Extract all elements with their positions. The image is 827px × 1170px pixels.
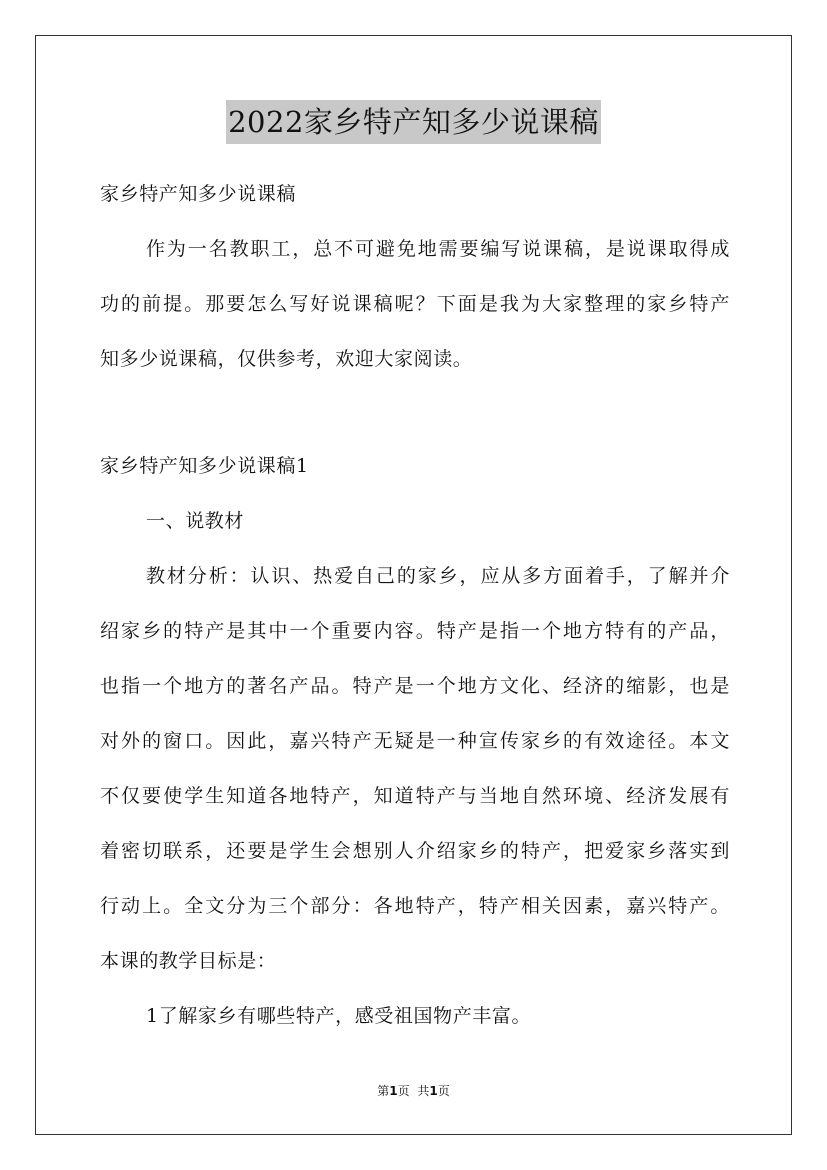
document-title: 2022家乡特产知多少说课稿 bbox=[226, 100, 601, 144]
analysis-line-8: 本课的教学目标是： bbox=[100, 950, 277, 972]
footer-total-number: 1 bbox=[429, 1084, 438, 1098]
analysis-line-3: 也指一个地方的著名产品。特产是一个地方文化、经济的缩影，也是 bbox=[100, 675, 730, 697]
title-container bbox=[0, 100, 827, 144]
analysis-line-7: 行动上。全文分为三个部分：各地特产，特产相关因素，嘉兴特产。 bbox=[100, 895, 730, 917]
document-subtitle: 家乡特产知多少说课稿 bbox=[100, 183, 297, 205]
footer-total-prefix: 共 bbox=[417, 1084, 430, 1098]
footer-page-suffix: 页 bbox=[397, 1084, 410, 1098]
footer-page-prefix: 第 bbox=[377, 1084, 390, 1098]
analysis-line-1: 教材分析：认识、热爱自己的家乡，应从多方面着手，了解并介 bbox=[146, 565, 730, 587]
intro-line-3: 知多少说课稿，仅供参考，欢迎大家阅读。 bbox=[100, 348, 473, 370]
analysis-line-4: 对外的窗口。因此，嘉兴特产无疑是一种宣传家乡的有效途径。本文 bbox=[100, 730, 730, 752]
section-heading: 家乡特产知多少说课稿1 bbox=[100, 455, 309, 477]
intro-line-2: 功的前提。那要怎么写好说课稿呢？下面是我为大家整理的家乡特产 bbox=[100, 293, 730, 315]
teaching-goal-1: 1了解家乡有哪些特产，感受祖国物产丰富。 bbox=[146, 1005, 532, 1027]
intro-line-1: 作为一名教职工，总不可避免地需要编写说课稿，是说课取得成 bbox=[146, 238, 730, 260]
page-footer bbox=[0, 1083, 827, 1099]
analysis-line-2: 绍家乡的特产是其中一个重要内容。特产是指一个地方特有的产品， bbox=[100, 620, 730, 642]
subheading-teaching-material: 一、说教材 bbox=[146, 510, 245, 532]
analysis-line-6: 着密切联系，还要是学生会想别人介绍家乡的特产，把爱家乡落实到 bbox=[100, 840, 730, 862]
footer-page-number: 1 bbox=[389, 1084, 398, 1098]
analysis-line-5: 不仅要使学生知道各地特产，知道特产与当地自然环境、经济发展有 bbox=[100, 785, 730, 807]
footer-total-suffix: 页 bbox=[437, 1084, 450, 1098]
